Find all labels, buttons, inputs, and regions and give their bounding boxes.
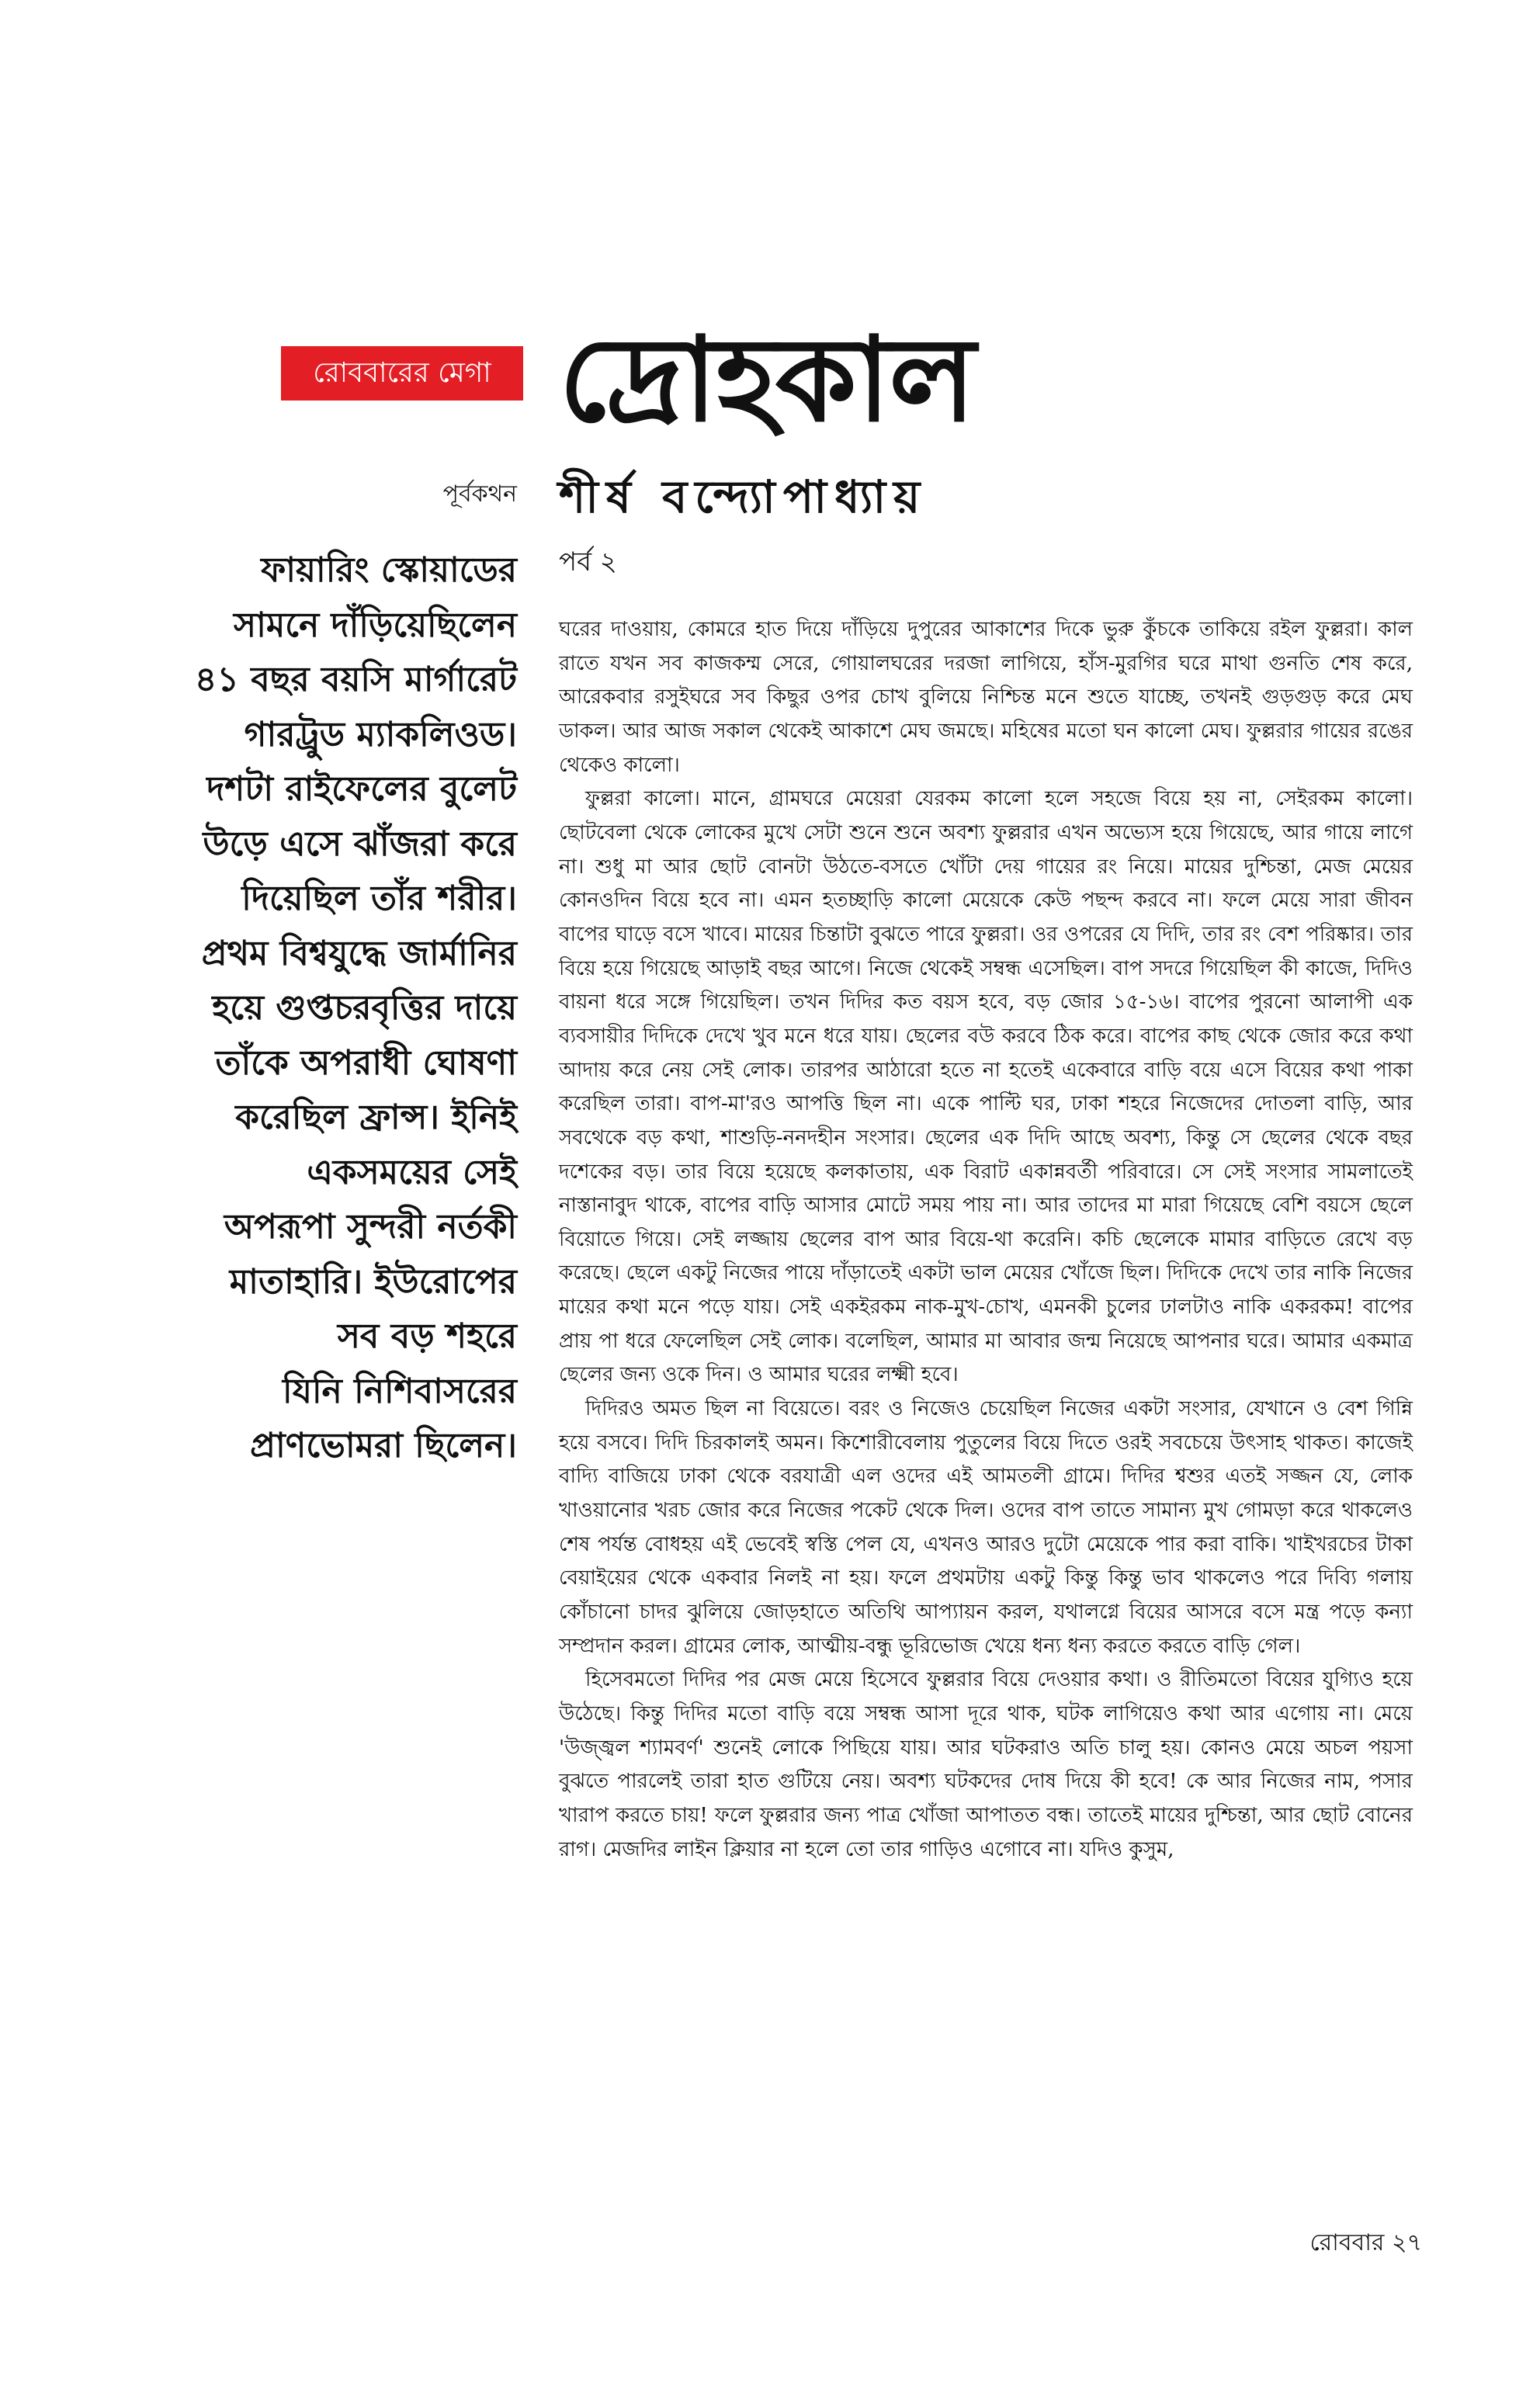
preface-line: হয়ে গুপ্তচরবৃত্তির দায়ে	[212, 988, 517, 1028]
article-body	[559, 613, 1413, 1867]
preface-text	[152, 543, 517, 1474]
preface-line: তাঁকে অপরাধী ঘোষণা	[215, 1042, 517, 1083]
section-badge: রোববারের মেগা	[281, 346, 523, 401]
article-paragraph: হিসেবমতো দিদির পর মেজ মেয়ে হিসেবে ফুল্লরার বিয়ে দেওয়ার কথা। ও রীতিমতো বিয়ের যুগ্যিও হয়ে উঠেছে। কিন্তু দিদির মতো বাড়ি বয়ে সম্বন্ধ আসা দূরে থাক, ঘটক লাগিয়েও কথা আর এগোয় না। মেয়ে 'উজ্জ্বল শ্যামবর্ণ' শুনেই লোকে পিছিয়ে যায়। আর ঘটকরাও অতি চালু হয়। কোনও মেয়ে অচল পয়সা বুঝতে পারলেই তারা হাত গুটিয়ে নেয়। অবশ্য ঘটকদের দোষ দিয়ে কী হবে! কে আর নিজের নাম, পসার খারাপ করতে চায়! ফলে ফুল্লরার জন্য পাত্র খোঁজা আপাতত বন্ধ। তাতেই মায়ের দুশ্চিন্তা, আর ছোট বোনের রাগ। মেজদির লাইন ক্লিয়ার না হলে তো তার গাড়িও এগোবে না। যদিও কুসুম,	[559, 1668, 1413, 1861]
preface-line: দশটা রাইফেলের বুলেট	[206, 769, 517, 809]
preface-line: করেছিল ফ্রান্স। ইনিই	[235, 1098, 517, 1137]
part-label: পর্ব ২	[559, 546, 617, 577]
page-number: রোববার ২৭	[1309, 2229, 1422, 2256]
preface-line: অপরূপা সুন্দরী নর্তকী	[224, 1207, 517, 1247]
preface-line: যিনি নিশিবাসরের	[283, 1371, 517, 1411]
preface-line: সামনে দাঁড়িয়েছিলেন	[234, 605, 517, 645]
preface-label: পূর্বকথন	[442, 480, 517, 508]
preface-line: প্রথম বিশ্বযুদ্ধে জার্মানির	[201, 933, 517, 973]
preface-line: মাতাহারি। ইউরোপের	[229, 1261, 517, 1302]
preface-line: উড়ে এসে ঝাঁজরা করে	[203, 824, 517, 864]
article-title: দ্রোহকাল	[559, 311, 975, 448]
preface-line: ফায়ারিং স্কোয়াডের	[261, 550, 517, 590]
author-name: শীর্ষ বন্দ্যোপাধ্যায়	[559, 470, 928, 523]
preface-line: প্রাণভোমরা ছিলেন।	[250, 1426, 517, 1465]
preface-line: গারট্রুড ম্যাকলিওড।	[244, 714, 517, 754]
preface-line: একসময়ের সেই	[307, 1152, 517, 1192]
preface-line: সব বড় শহরে	[337, 1316, 517, 1356]
preface-line: ৪১ বছর বয়সি মার্গারেট	[194, 660, 517, 699]
preface-line: দিয়েছিল তাঁর শরীর।	[241, 879, 517, 918]
article-paragraph: দিদিরও অমত ছিল না বিয়েতে। বরং ও নিজেও চেয়েছিল নিজের একটা সংসার, যেখানে ও বেশ গিন্নি হয়ে বসবে। দিদি চিরকালই অমন। কিশোরীবেলায় পুতুলের বিয়ে দিতে ওরই সবচেয়ে উৎসাহ থাকত। কাজেই বাদ্যি বাজিয়ে ঢাকা থেকে বরযাত্রী এল ওদের এই আমতলী গ্রামে। দিদির শ্বশুর এতই সজ্জন যে, লোক খাওয়ানোর খরচ জোর করে নিজের পকেট থেকে দিল। ওদের বাপ তাতে সামান্য মুখ গোমড়া করে থাকলেও শেষ পর্যন্ত বোধহয় এই ভেবেই স্বস্তি পেল যে, এখনও আরও দুটো মেয়েকে পার করা বাকি। খাইখরচের টাকা বেয়াইয়ের থেকে একবার নিলই না হয়। ফলে প্রথমটায় একটু কিন্তু কিন্তু ভাব থাকলেও পরে দিব্যি গলায় কোঁচানো চাদর ঝুলিয়ে জোড়হাতে অতিথি আপ্যায়ন করল, যথালগ্নে বিয়ের আসরে বসে মন্ত্র পড়ে কন্যা সম্প্রদান করল। গ্রামের লোক, আত্মীয়-বন্ধু ভূরিভোজ খেয়ে ধন্য ধন্য করতে করতে বাড়ি গেল।	[559, 1397, 1413, 1658]
article-paragraph: ফুল্লরা কালো। মানে, গ্রামঘরে মেয়েরা যেরকম কালো হলে সহজে বিয়ে হয় না, সেইরকম কালো। ছোটবেলা থেকে লোকের মুখে সেটা শুনে শুনে অবশ্য ফুল্লরার এখন অভ্যেস হয়ে গিয়েছে, আর গায়ে লাগে না। শুধু মা আর ছোট বোনটা উঠতে-বসতে খোঁটা দেয় গায়ের রং নিয়ে। মায়ের দুশ্চিন্তা, মেজ মেয়ের কোনওদিন বিয়ে হবে না। এমন হতচ্ছাড়ি কালো মেয়েকে কেউ পছন্দ করবে না। ফলে মেয়ে সারা জীবন বাপের ঘাড়ে বসে খাবে। মায়ের চিন্তাটা বুঝতে পারে ফুল্লরা। ওর ওপরের যে দিদি, তার রং বেশ পরিষ্কার। তার বিয়ে হয়ে গিয়েছে আড়াই বছর আগে। নিজে থেকেই সম্বন্ধ এসেছিল। বাপ সদরে গিয়েছিল কী কাজে, দিদিও বায়না ধরে সঙ্গে গিয়েছিল। তখন দিদির কত বয়স হবে, বড় জোর ১৫-১৬। বাপের পুরনো আলাপী এক ব্যবসায়ীর দিদিকে দেখে খুব মনে ধরে যায়। ছেলের বউ করবে ঠিক করে। বাপের কাছ থেকে জোর করে কথা আদায় করে নেয় সেই লোক। তারপর আঠারো হতে না হতেই একেবারে বাড়ি বয়ে এসে বিয়ের কথা পাকা করেছিল তারা। বাপ-মা'রও আপত্তি ছিল না। একে পাল্টি ঘর, ঢাকা শহরে নিজেদের দোতলা বাড়ি, আর সবথেকে বড় কথা, শাশুড়ি-ননদহীন সংসার। ছেলের এক দিদি আছে অবশ্য, কিন্তু সে ছেলের থেকে বছর দশেকের বড়। তার বিয়ে হয়েছে কলকাতায়, এক বিরাট একান্নবর্তী পরিবারে। সে সেই সংসার সামলাতেই নাস্তানাবুদ থাকে, বাপের বাড়ি আসার মোটে সময় পায় না। আর তাদের মা মারা গিয়েছে বেশি বয়সে ছেলে বিয়োতে গিয়ে। সেই লজ্জায় ছেলের বাপ আর বিয়ে-থা করেনি। কচি ছেলেকে মামার বাড়িতে রেখে বড় করেছে। ছেলে একটু নিজের পায়ে দাঁড়াতেই একটা ভাল মেয়ের খোঁজে ছিল। দিদিকে দেখে তার নাকি নিজের মায়ের কথা মনে পড়ে যায়। সেই একইরকম নাক-মুখ-চোখ, এমনকী চুলের ঢালটাও নাকি একরকম! বাপের প্রায় পা ধরে ফেলেছিল সেই লোক। বলেছিল, আমার মা আবার জন্ম নিয়েছে আপনার ঘরে। আমার একমাত্র ছেলের জন্য ওকে দিন। ও আমার ঘরের লক্ষ্মী হবে।	[559, 787, 1413, 1387]
article-paragraph: ঘরের দাওয়ায়, কোমরে হাত দিয়ে দাঁড়িয়ে দুপুরের আকাশের দিকে ভুরু কুঁচকে তাকিয়ে রইল ফুল্লরা। কাল রাতে যখন সব কাজকম্ম সেরে, গোয়ালঘরের দরজা লাগিয়ে, হাঁস-মুরগির ঘরে মাথা গুনতি শেষ করে, আরেকবার রসুইঘরে সব কিছুর ওপর চোখ বুলিয়ে নিশ্চিন্ত মনে শুতে যাচ্ছে, তখনই গুড়গুড় করে মেঘ ডাকল। আর আজ সকাল থেকেই আকাশে মেঘ জমছে। মহিষের মতো ঘন কালো মেঘ। ফুল্লরার গায়ের রঙের থেকেও কালো।	[559, 618, 1413, 777]
